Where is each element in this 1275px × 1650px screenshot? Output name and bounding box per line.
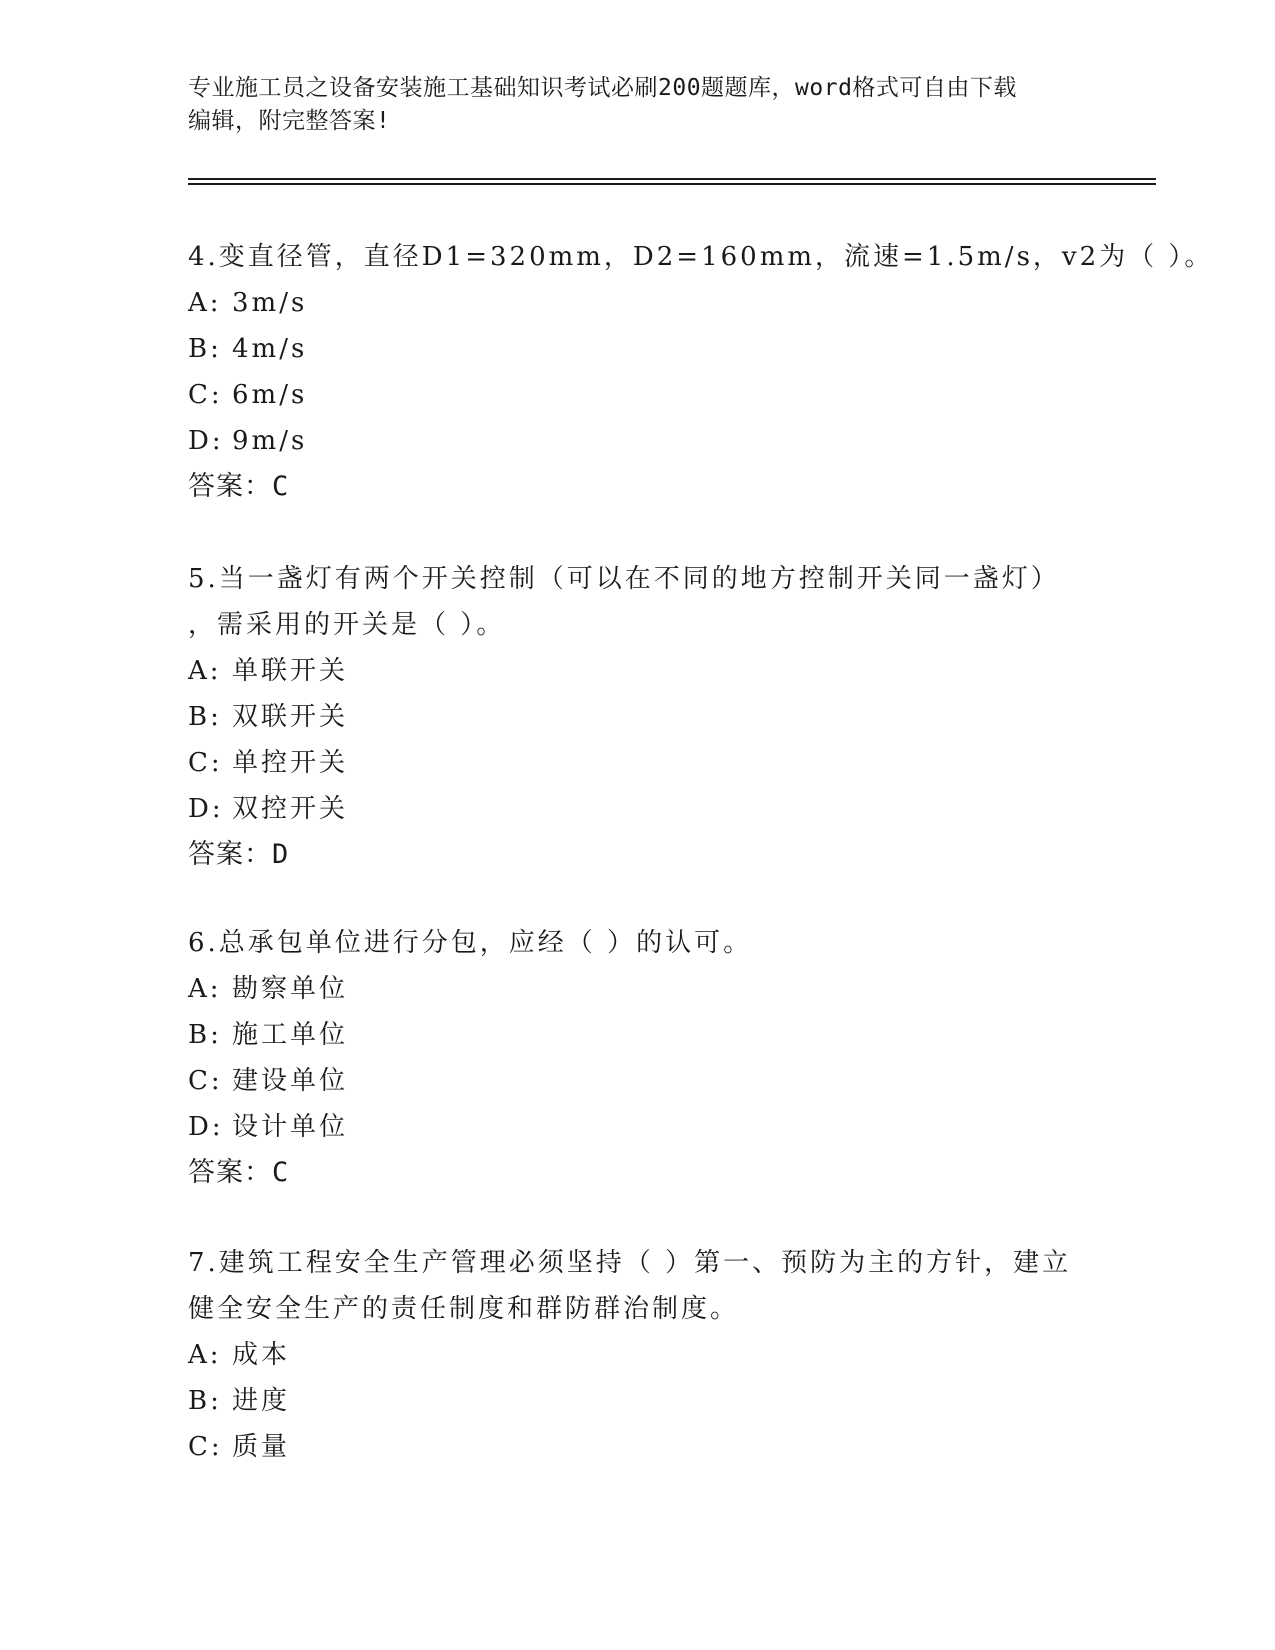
question-6 [188, 920, 1088, 1196]
option-c [188, 372, 1088, 418]
option-b [188, 694, 1088, 740]
question-text: 6.总承包单位进行分包，应经（ ）的认可。 [188, 928, 753, 958]
option-d [188, 786, 1088, 832]
option-letter: D: [188, 426, 224, 456]
question-text: 5.当一盏灯有两个开关控制（可以在不同的地方控制开关同一盏灯） [188, 564, 1060, 594]
option-letter: D: [188, 794, 224, 824]
option-letter: A: [188, 288, 222, 318]
question-5 [188, 556, 1088, 878]
answer-line: 答案：C [188, 1157, 290, 1188]
option-a [188, 648, 1088, 694]
option-text: 建设单位 [232, 1066, 349, 1096]
option-letter: A: [188, 656, 222, 686]
header-divider-top [188, 178, 1156, 180]
option-letter: B: [188, 1020, 222, 1050]
option-letter: B: [188, 1386, 222, 1416]
option-text: 成本 [232, 1340, 291, 1370]
option-text: 施工单位 [232, 1020, 349, 1050]
option-letter: B: [188, 702, 222, 732]
option-text: 9m/s [232, 426, 308, 456]
option-text: 6m/s [232, 380, 308, 410]
option-text: 设计单位 [232, 1112, 349, 1142]
question-text: 4.变直径管，直径D1=320mm，D2=160mm，流速=1.5m/s，v2为（ ）。 [188, 242, 1214, 272]
option-c [188, 1424, 1088, 1470]
option-d [188, 1104, 1088, 1150]
option-letter: C: [188, 748, 223, 778]
option-letter: D: [188, 1112, 224, 1142]
option-text: 4m/s [232, 334, 308, 364]
option-letter: C: [188, 1066, 223, 1096]
option-letter: A: [188, 1340, 222, 1370]
option-letter: C: [188, 380, 223, 410]
option-text: 勘察单位 [232, 974, 349, 1004]
question-text: 7.建筑工程安全生产管理必须坚持（ ）第一、预防为主的方针，建立 [188, 1248, 1072, 1278]
option-text: 双控开关 [232, 794, 349, 824]
option-text: 进度 [232, 1386, 291, 1416]
option-letter: A: [188, 974, 222, 1004]
option-text: 单控开关 [232, 748, 349, 778]
option-text: 质量 [232, 1432, 291, 1462]
header-line-1: 专业施工员之设备安装施工基础知识考试必刷200题题库，word格式可自由下载 [188, 75, 1017, 101]
option-b [188, 326, 1088, 372]
option-text: 双联开关 [232, 702, 349, 732]
answer-line: 答案：D [188, 839, 290, 870]
option-a [188, 280, 1088, 326]
option-d [188, 418, 1088, 464]
question-text-continued: 健全安全生产的责任制度和群防群治制度。 [188, 1294, 740, 1324]
option-b [188, 1378, 1088, 1424]
option-a [188, 1332, 1088, 1378]
option-b [188, 1012, 1088, 1058]
answer-line: 答案：C [188, 471, 290, 502]
header-divider-bottom [188, 183, 1156, 185]
question-4 [188, 234, 1214, 510]
question-7 [188, 1240, 1088, 1470]
option-text: 单联开关 [232, 656, 349, 686]
option-letter: B: [188, 334, 222, 364]
option-letter: C: [188, 1432, 223, 1462]
option-text: 3m/s [232, 288, 308, 318]
option-c [188, 1058, 1088, 1104]
header-line-2: 编辑，附完整答案! [188, 108, 391, 134]
option-c [188, 740, 1088, 786]
question-text-continued: ，需采用的开关是（ ）。 [188, 610, 506, 640]
document-header [188, 72, 1088, 138]
option-a [188, 966, 1088, 1012]
